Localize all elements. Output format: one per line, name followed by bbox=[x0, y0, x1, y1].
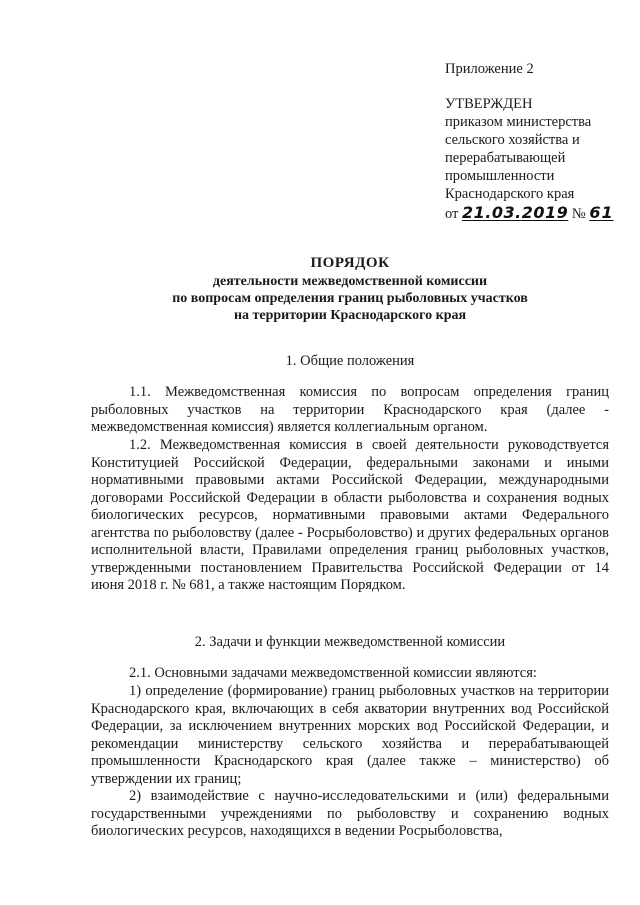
document-title: ПОРЯДОК bbox=[310, 255, 390, 271]
approval-line: приказом министерства bbox=[445, 114, 592, 130]
paragraph-2-1-item-1: 1) определение (формирование) границ рыболовных участков на территории Краснодарского края, включающих в себя акватории внутренних вод Российской Федерации, за исключением внутренних морских вод Российской Федерации, и рекомендации министерству сельского хозяйства и перерабатывающей промышленности Краснодарского края (далее также – министерство) об утверждении их границ; bbox=[91, 683, 609, 787]
handwritten-number: 61 bbox=[589, 203, 614, 222]
document-subtitle-line: на территории Краснодарского края bbox=[233, 308, 467, 323]
approved-label: УТВЕРЖДЕН bbox=[445, 96, 533, 112]
document-subtitle-line: деятельности межведомственной комиссии bbox=[212, 274, 488, 289]
paragraph-1-1: 1.1. Межведомственная комиссия по вопросам определения границ рыболовных участков на территории Краснодарского края (далее - межведомственная комиссия) является коллегиальным органом. bbox=[91, 384, 609, 436]
number-prefix: № bbox=[571, 206, 586, 222]
approval-line: перерабатывающей bbox=[445, 150, 566, 166]
section-1-title: 1. Общие положения bbox=[285, 353, 415, 369]
appendix-label: Приложение 2 bbox=[445, 61, 534, 77]
approval-line: сельского хозяйства и bbox=[445, 132, 580, 148]
section-2-title: 2. Задачи и функции межведомственной комиссии bbox=[194, 634, 506, 650]
approval-line: Краснодарского края bbox=[445, 186, 575, 202]
paragraph-2-1-item-2: 2) взаимодействие с научно-исследовательскими и (или) федеральными государственными учреждениями по рыболовству и сохранению водных биологических ресурсов, находящихся в ведении Росрыболовства, bbox=[91, 788, 609, 840]
approval-line: промышленности bbox=[445, 168, 555, 184]
document-heading bbox=[90, 254, 610, 324]
approval-block bbox=[445, 60, 615, 223]
document-subtitle-line: по вопросам определения границ рыболовных участков bbox=[172, 291, 528, 306]
handwritten-date: 21.03.2019 bbox=[462, 203, 569, 222]
date-prefix: от bbox=[445, 206, 459, 222]
paragraph-1-2: 1.2. Межведомственная комиссия в своей деятельности руководствуется Конституцией Российской Федерации, федеральными законами и иными нормативными правовыми актами Российской Федерации, международными договорами Российской Федерации в области рыболовства и сохранения водных биологических ресурсов, нормативными правовыми актами Федерального агентства по рыболовству (далее - Росрыболовство) и других федеральных органов исполнительной власти, Правилами определения границ рыболовных участков, утвержденными постановлением Правительства Российской Федерации от 14 июня 2018 г. № 681, а также настоящим Порядком. bbox=[91, 437, 609, 594]
order-date-number bbox=[445, 204, 615, 223]
paragraph-2-1: 2.1. Основными задачами межведомственной комиссии являются: bbox=[129, 665, 537, 681]
